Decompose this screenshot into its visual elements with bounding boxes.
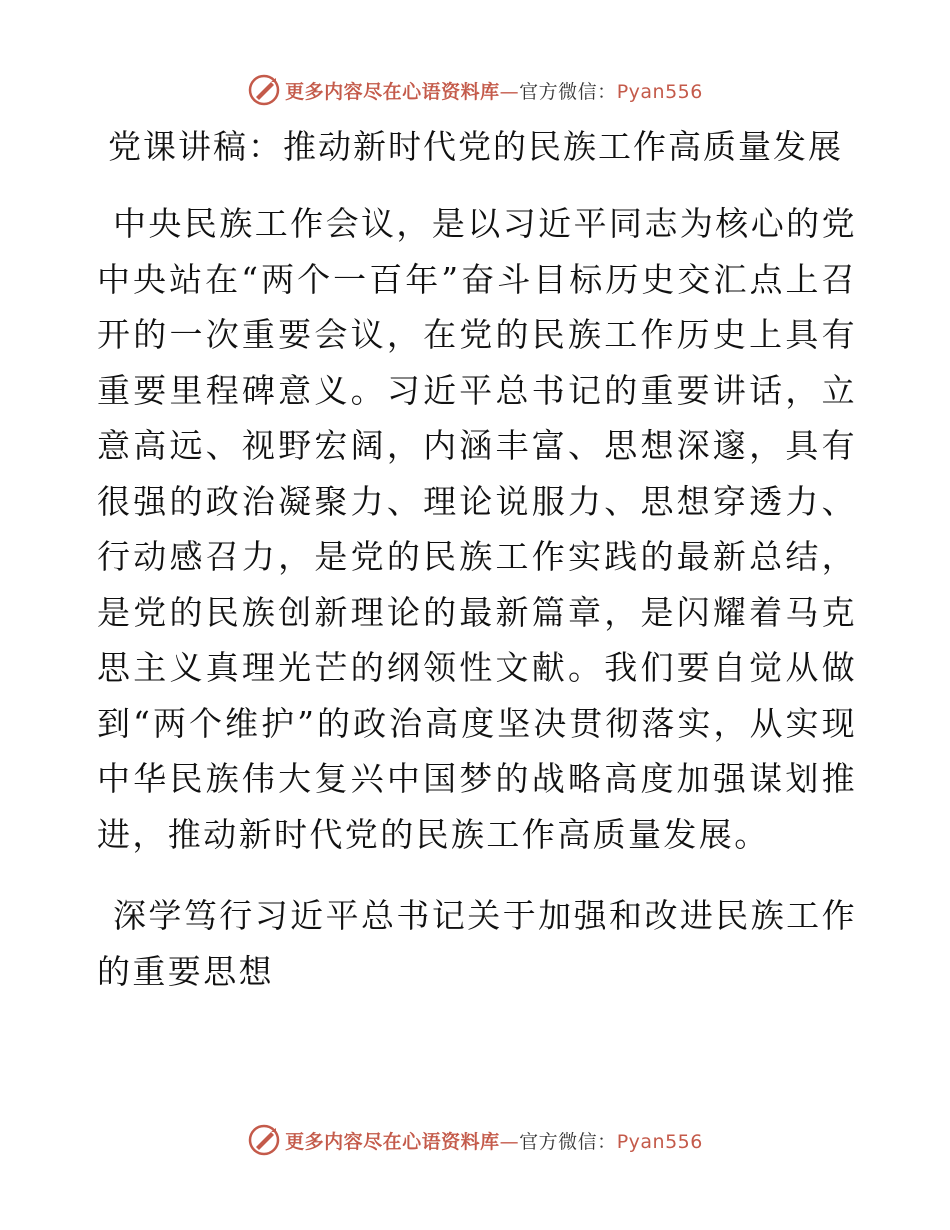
document-body xyxy=(97,196,857,999)
footer-banner xyxy=(0,1118,950,1162)
banner-dash: — xyxy=(499,80,520,103)
banner-wechat-label: 官方微信： xyxy=(519,80,617,103)
paragraph-1: 中央民族工作会议，是以习近平同志为核心的党中央站在“两个一百年”奋斗目标历史交汇点上召开的一次重要会议，在党的民族工作历史上具有重要里程碑意义。习近平总书记的重要讲话，立意高远、视野宏阔，内涵丰富、思想深邃，具有很强的政治凝聚力、理论说服力、思想穿透力、行动感召力，是党的民族工作实践的最新总结，是党的民族创新理论的最新篇章，是闪耀着马克思主义真理光芒的纲领性文献。我们要自觉从做到“两个维护”的政治高度坚决贯彻落实，从实现中华民族伟大复兴中国梦的战略高度加强谋划推进，推动新时代党的民族工作高质量发展。 xyxy=(97,204,857,854)
banner-wechat-label: 官方微信： xyxy=(519,1130,617,1153)
paragraph-2: 深学笃行习近平总书记关于加强和改进民族工作的重要思想 xyxy=(97,896,857,991)
header-banner xyxy=(0,68,950,112)
banner-text xyxy=(285,77,703,104)
brand-logo-icon xyxy=(247,1123,281,1157)
banner-wechat-id: Pyan556 xyxy=(616,1130,703,1153)
banner-dash: — xyxy=(499,1130,520,1153)
banner-site-name: 更多内容尽在心语资料库 xyxy=(285,1130,500,1153)
banner-site-name: 更多内容尽在心语资料库 xyxy=(285,80,500,103)
document-title: 党课讲稿：推动新时代党的民族工作高质量发展 xyxy=(108,127,843,166)
banner-text xyxy=(285,1127,703,1154)
banner-wechat-id: Pyan556 xyxy=(616,80,703,103)
brand-logo-icon xyxy=(247,73,281,107)
